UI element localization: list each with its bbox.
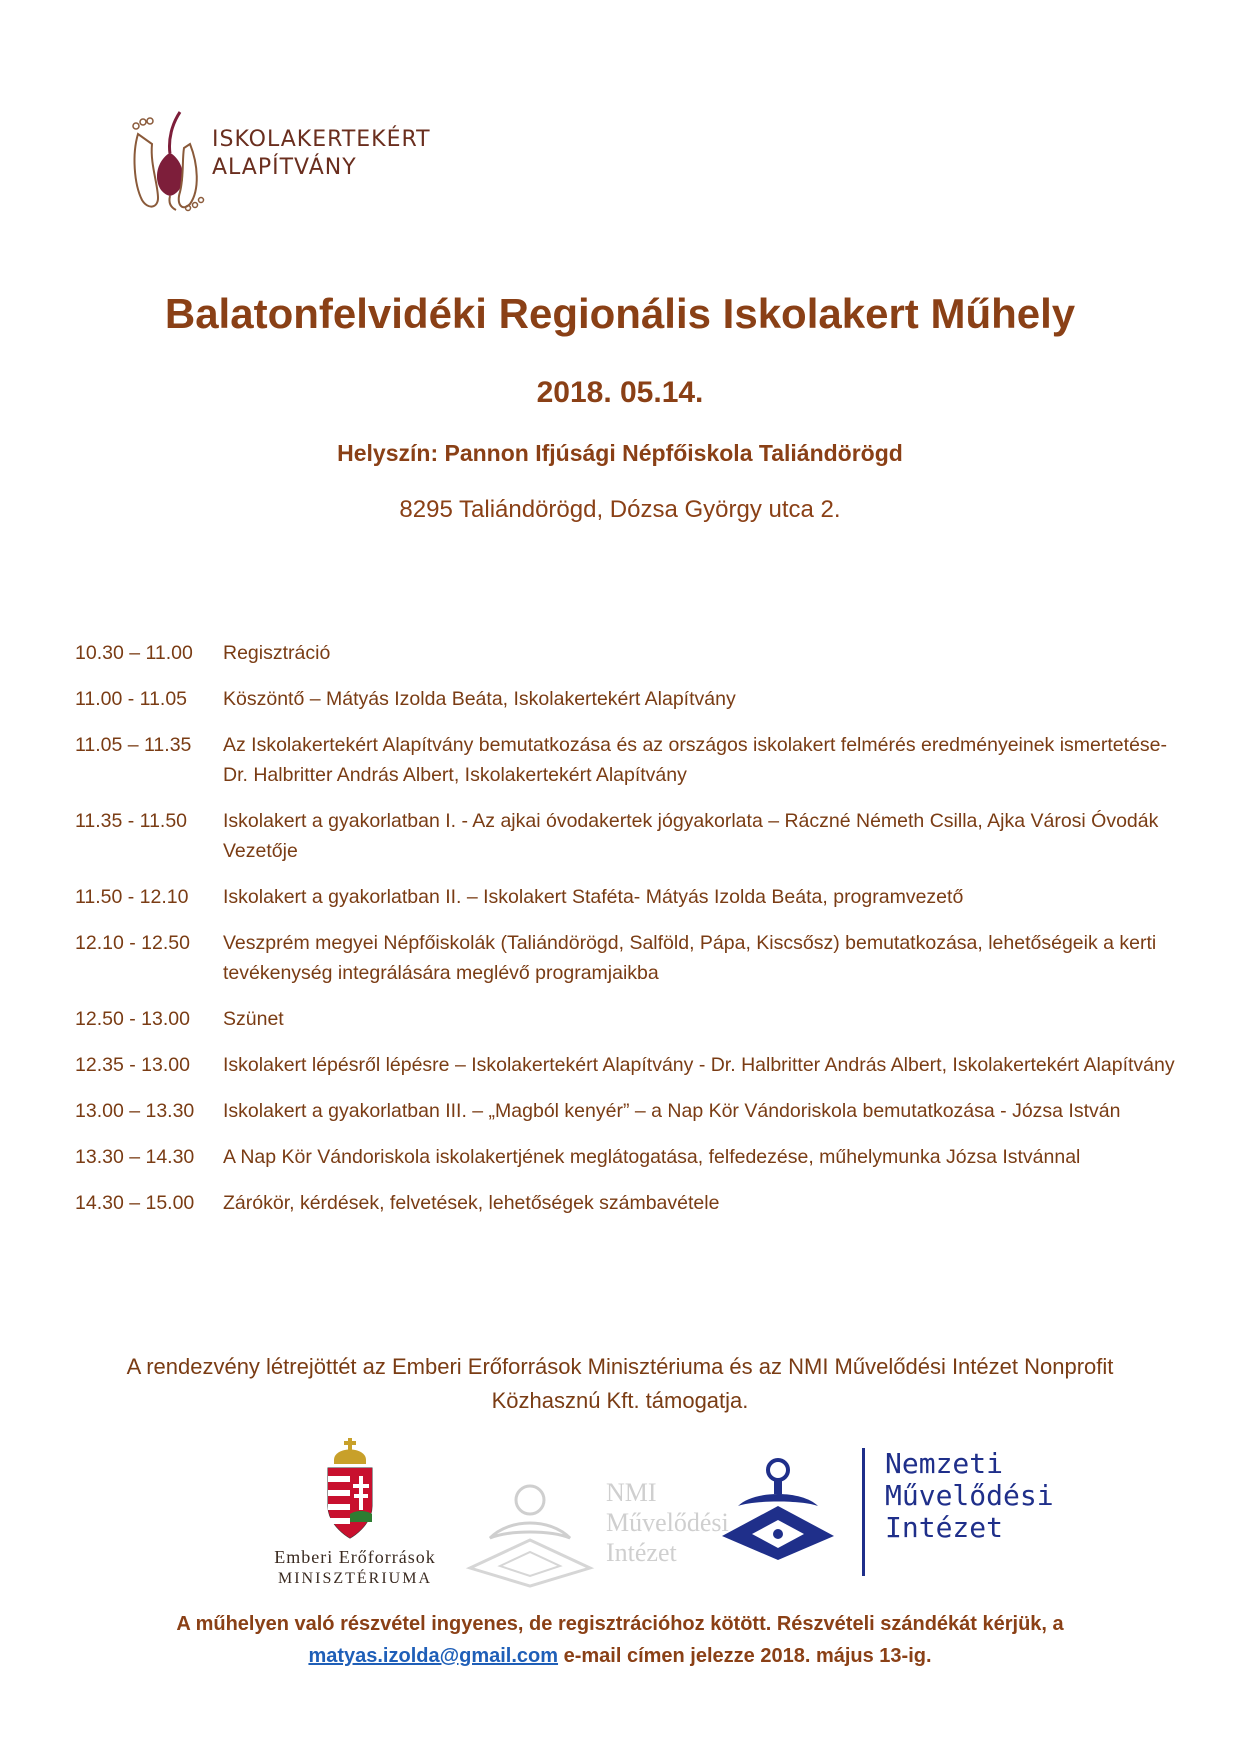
nmi-grey-line-1: NMI	[606, 1478, 657, 1507]
logo-line-2: ALAPÍTVÁNY	[212, 155, 357, 180]
schedule-row	[75, 806, 1175, 866]
nmi-label	[885, 1448, 1054, 1544]
support-line-1: A rendezvény létrejöttét az Emberi Erőforrások Minisztériuma és az NMI Művelődési Intézet Nonprofit	[126, 1354, 1114, 1379]
sponsor-logos	[230, 1438, 1054, 1588]
schedule-row	[75, 684, 1175, 714]
event-date: 2018. 05.14.	[536, 376, 704, 409]
schedule-row	[75, 730, 1175, 790]
schedule-desc: Iskolakert lépésről lépésre – Iskolakertekért Alapítvány - Dr. Halbritter András Albert, Iskolakertekért Alapítvány	[223, 1054, 1175, 1076]
emmi-line-1: Emberi Erőforrások	[274, 1547, 436, 1567]
email-link[interactable]: matyas.izolda@gmail.com	[308, 1645, 559, 1667]
schedule-row	[75, 638, 1175, 668]
schedule-row	[75, 1096, 1175, 1126]
schedule-time: 11.50 - 12.10	[75, 886, 189, 908]
footer-line-2-rest: e-mail címen jelezze 2018. május 13-ig.	[558, 1645, 932, 1667]
emmi-label	[240, 1546, 470, 1590]
schedule-row	[75, 928, 1175, 988]
foundation-logo	[128, 104, 488, 216]
schedule-desc: Köszöntő – Mátyás Izolda Beáta, Iskolakertekért Alapítvány	[223, 688, 736, 710]
event-venue: Helyszín: Pannon Ifjúsági Népfőiskola Taliándörögd	[337, 440, 903, 466]
schedule-time: 12.50 - 13.00	[75, 1008, 190, 1030]
schedule-desc: Regisztráció	[223, 642, 331, 664]
footer-line-2	[0, 1640, 1240, 1672]
schedule-desc: Szünet	[223, 1008, 284, 1030]
schedule-desc: A Nap Kör Vándoriskola iskolakertjének meglátogatása, felfedezése, műhelymunka Józsa Istvánnal	[223, 1146, 1081, 1168]
nmi-grey-line-3: Intézet	[606, 1538, 677, 1567]
schedule-row	[75, 1188, 1175, 1218]
schedule-time: 11.00 - 11.05	[75, 688, 188, 710]
page-title: Balatonfelvidéki Regionális Iskolakert Műhely	[164, 290, 1076, 337]
nmi-grey-line-2: Művelődési	[606, 1508, 729, 1537]
schedule-time: 13.30 – 14.30	[75, 1146, 195, 1168]
event-address: 8295 Taliándörögd, Dózsa György utca 2.	[399, 496, 841, 523]
schedule-row	[75, 1050, 1175, 1080]
footer-line-1: A műhelyen való részvétel ingyenes, de regisztrációhoz kötött. Részvételi szándékát kérjük, a	[176, 1613, 1064, 1635]
nmi-grey-emblem-icon	[460, 1478, 600, 1588]
schedule-desc: Iskolakert a gyakorlatban II. – Iskolakert Staféta- Mátyás Izolda Beáta, programvezető	[223, 886, 964, 908]
schedule-time: 12.35 - 13.00	[75, 1054, 190, 1076]
nmi-line-3: Intézet	[885, 1511, 1004, 1544]
schedule-time: 11.05 – 11.35	[75, 734, 192, 756]
schedule-row	[75, 1004, 1175, 1034]
logo-text	[212, 126, 431, 182]
schedule-time: 10.30 – 11.00	[75, 642, 193, 664]
schedule-desc: Veszprém megyei Népfőiskolák (Taliándörögd, Salföld, Pápa, Kiscsősz) bemutatkozása, lehetőségeik a kerti tevékenység integrálására meglévő programjaikba	[223, 932, 1157, 984]
schedule-desc: Az Iskolakertekért Alapítvány bemutatkozása és az országos iskolakert felmérés eredményeinek ismertetése- Dr. Halbritter András Albert, Iskolakertekért Alapítvány	[223, 734, 1168, 786]
schedule-time: 12.10 - 12.50	[75, 932, 190, 954]
schedule-desc: Zárókör, kérdések, felvetések, lehetőségek számbavétele	[223, 1192, 720, 1214]
footer-note	[0, 1608, 1240, 1672]
nmi-grey-label	[606, 1478, 729, 1568]
nmi-blue-emblem-icon	[718, 1456, 838, 1566]
logo-line-1: ISKOLAKERTEKÉRT	[212, 127, 431, 152]
emmi-line-2: MINISZTÉRIUMA	[278, 1570, 432, 1587]
nmi-divider	[862, 1448, 865, 1576]
schedule-row	[75, 882, 1175, 912]
schedule-desc: Iskolakert a gyakorlatban III. – „Magból kenyér” – a Nap Kör Vándoriskola bemutatkozása - Józsa István	[223, 1100, 1121, 1122]
schedule-time: 11.35 - 11.50	[75, 810, 188, 832]
onion-feet-icon	[128, 104, 212, 216]
schedule-desc: Iskolakert a gyakorlatban I. - Az ajkai óvodakertek jógyakorlata – Ráczné Németh Csilla, Ajka Városi Óvodák Vezetője	[223, 810, 1159, 862]
support-text	[60, 1350, 1180, 1418]
coat-of-arms-icon	[320, 1438, 380, 1542]
schedule-row	[75, 1142, 1175, 1172]
support-line-2: Közhasznú Kft. támogatja.	[491, 1388, 749, 1413]
schedule-time: 13.00 – 13.30	[75, 1100, 195, 1122]
schedule-time: 14.30 – 15.00	[75, 1192, 195, 1214]
nmi-line-1: Nemzeti	[885, 1447, 1004, 1480]
schedule-list	[75, 638, 1175, 1234]
nmi-line-2: Művelődési	[885, 1479, 1054, 1512]
